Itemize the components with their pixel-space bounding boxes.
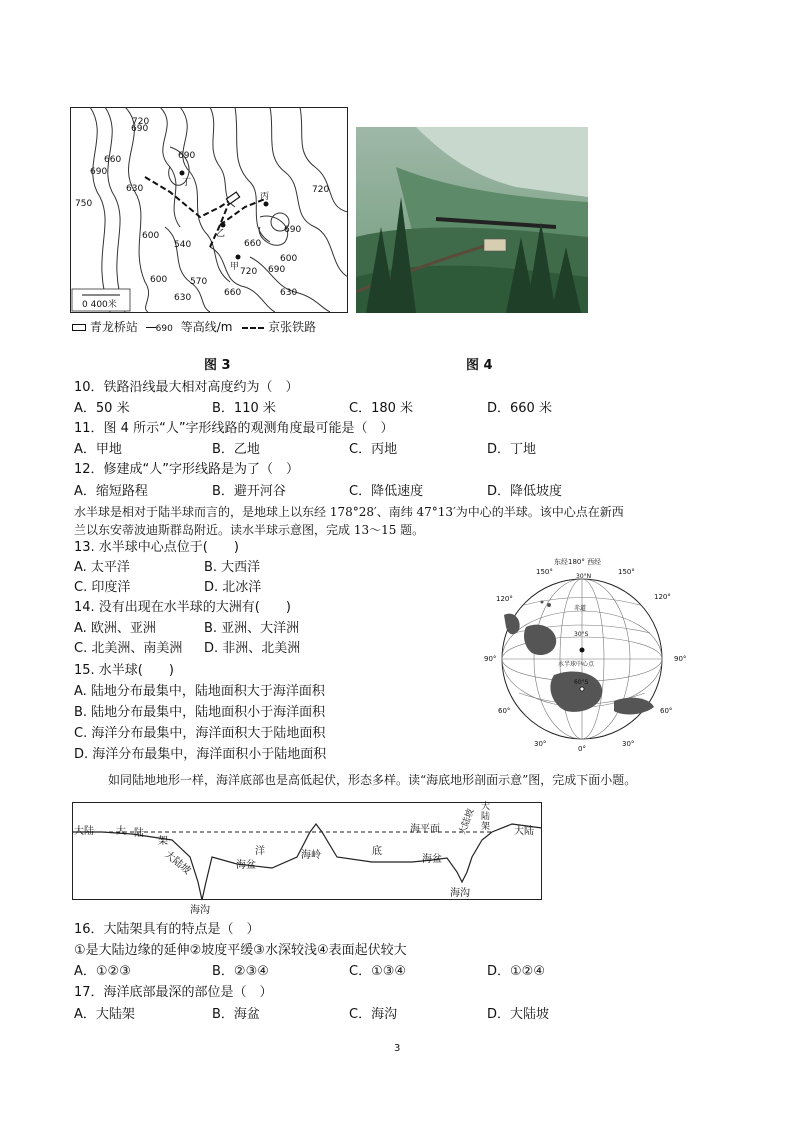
q13-option-a[interactable]: A. 太平洋 [74, 560, 130, 575]
q10-option-a[interactable]: A．50 米 [74, 401, 130, 416]
globe-inner-label: 赤道 [574, 605, 587, 612]
globe-center-label: 水半球中心点 [558, 661, 595, 668]
q14-option-a[interactable]: A. 欧洲、亚洲 [74, 621, 156, 636]
globe-top-label: 东经180° 西经 [554, 558, 602, 566]
railway-symbol-icon [242, 327, 264, 329]
globe-inner-label: 30°S [574, 631, 589, 638]
contour-label: 600 [150, 275, 168, 285]
q12-option-d[interactable]: D．降低坡度 [487, 484, 563, 499]
legend-railway: 京张铁路 [268, 320, 317, 334]
contour-label: 690 [178, 151, 196, 161]
label-shelf-left-2: 陆 [134, 828, 144, 839]
q16-option-d[interactable]: D．①②④ [487, 964, 545, 979]
q17-option-a[interactable]: A．大陆架 [74, 1007, 135, 1022]
q11-option-d[interactable]: D．丁地 [487, 442, 537, 457]
contour-symbol-icon [146, 327, 156, 328]
q16-option-c[interactable]: C．①③④ [349, 964, 407, 979]
globe-inner-label: 60°S [574, 679, 589, 686]
contour-label: 720 [132, 117, 150, 127]
q14-option-b[interactable]: B. 亚洲、大洋洲 [204, 621, 300, 636]
figure-4-caption: 图 4 [466, 358, 493, 373]
label-trench-left: 海沟 [190, 905, 210, 916]
question-13-stem: 13. 水半球中心点位于( ) [74, 540, 239, 555]
contour-label: 690 [268, 265, 286, 275]
figure-3-contour-map [70, 107, 348, 313]
globe-label: 150° [618, 568, 635, 576]
label-shelf-left-3: 架 [158, 836, 168, 847]
globe-label: 90° [674, 655, 687, 663]
point-jia: 甲 [230, 262, 240, 272]
globe-inner-label: 30°N [576, 573, 592, 580]
q12-option-a[interactable]: A．缩短路程 [74, 484, 148, 499]
seafloor-profile-diagram [72, 802, 542, 916]
label-shelf-left-1: 大 [116, 826, 126, 837]
q14-option-d[interactable]: D. 非洲、北美洲 [204, 641, 301, 656]
point-bing: 丙 [260, 192, 270, 202]
q16-option-a[interactable]: A．①②③ [74, 964, 131, 979]
contour-label: 690 [90, 167, 108, 177]
globe-label: 60° [660, 707, 673, 715]
contour-label: 630 [174, 293, 192, 303]
figure-4-railway-painting [356, 127, 588, 313]
question-16-stem: 16．大陆架具有的特点是（ ） [74, 922, 260, 937]
contour-label: 690 [131, 124, 149, 134]
q14-option-c[interactable]: C. 北美洲、南美洲 [74, 641, 183, 656]
q10-option-c[interactable]: C．180 米 [349, 401, 414, 416]
question-10-stem: 10．铁路沿线最大相对高度约为（ ） [74, 380, 299, 395]
contour-map-drawing [70, 107, 348, 313]
question-17-stem: 17．海洋底部最深的部位是（ ） [74, 985, 273, 1000]
scale-bar-label: 0 400米 [82, 300, 117, 310]
q12-option-c[interactable]: C．降低速度 [349, 484, 424, 499]
globe-label: 30° [534, 740, 547, 748]
label-di: 底 [372, 846, 382, 857]
contour-label: 660 [224, 288, 242, 298]
station-symbol-icon [72, 324, 86, 331]
legend-station: 青龙桥站 [89, 320, 138, 334]
q11-option-b[interactable]: B．乙地 [212, 442, 260, 457]
label-basin-right: 海盆 [422, 854, 442, 865]
label-basin-left: 海盆 [236, 860, 256, 871]
globe-label: 0° [578, 745, 586, 753]
point-ding: 丁 [182, 178, 192, 188]
q15-option-d[interactable]: D. 海洋分布最集中，海洋面积小于陆地面积 [74, 747, 327, 762]
globe-label: 150° [536, 568, 553, 576]
q16-option-b[interactable]: B．②③④ [212, 964, 269, 979]
globe-label: 60° [498, 707, 511, 715]
globe-label: 120° [496, 595, 513, 603]
contour-label: 750 [75, 199, 93, 209]
legend-contour-sample: 690 [155, 324, 173, 334]
contour-label: 660 [244, 239, 262, 249]
q11-option-c[interactable]: C．丙地 [349, 442, 398, 457]
q11-option-a[interactable]: A．甲地 [74, 442, 122, 457]
q13-option-c[interactable]: C. 印度洋 [74, 580, 131, 595]
label-slope-right: 大陆坡 [457, 807, 477, 837]
q17-option-b[interactable]: B．海盆 [212, 1007, 260, 1022]
globe-label: 90° [484, 655, 497, 663]
label-left-land: 大陆 [74, 826, 94, 837]
contour-label: 720 [240, 267, 258, 277]
contour-label: 600 [280, 254, 298, 264]
q12-option-b[interactable]: B．避开河谷 [212, 484, 286, 499]
q10-option-d[interactable]: D．660 米 [487, 401, 552, 416]
contour-label: 690 [284, 225, 302, 235]
contour-label: 630 [280, 288, 298, 298]
label-shelf-right: 大陆架 [481, 802, 491, 832]
label-trench-right: 海沟 [450, 888, 470, 899]
question-14-stem: 14. 没有出现在水半球的大洲有( ) [74, 600, 291, 615]
legend-contour: 等高线/m [180, 320, 233, 334]
contour-label: 570 [190, 277, 208, 287]
globe-label: 30° [622, 740, 635, 748]
question-16-items: ①是大陆边缘的延伸②坡度平缓③水深较浅④表面起伏较大 [74, 943, 407, 958]
globe-label: 120° [654, 593, 671, 601]
water-hemisphere-globe [484, 555, 687, 755]
figure-3-caption: 图 3 [204, 358, 231, 373]
label-right-land: 大陆 [514, 826, 534, 837]
contour-label: 600 [142, 231, 160, 241]
label-slope-left: 大陆坡 [162, 849, 193, 877]
intro-water-hemisphere-line2: 兰以东安蒂波迪斯群岛附近。读水半球示意图，完成 13～15 题。 [74, 523, 425, 537]
contour-label: 540 [174, 240, 192, 250]
question-11-stem: 11．图 4 所示“人”字形线路的观测角度最可能是（ ） [74, 421, 394, 436]
question-15-stem: 15. 水半球( ) [74, 663, 174, 678]
railway-painting-image [356, 127, 588, 313]
intro-seafloor: 如同陆地地形一样，海洋底部也是高低起伏，形态多样。读“海底地形剖面示意”图，完成下面小题。 [108, 773, 637, 787]
contour-label: 630 [126, 184, 144, 194]
contour-label: 720 [312, 185, 330, 195]
q10-option-b[interactable]: B．110 米 [212, 401, 276, 416]
q17-option-d[interactable]: D．大陆坡 [487, 1007, 550, 1022]
q17-option-c[interactable]: C．海沟 [349, 1007, 398, 1022]
contour-label: 660 [104, 155, 122, 165]
intro-water-hemisphere-line1: 水半球是相对于陆半球而言的，是地球上以东经 178°28′、南纬 47°13′为中心的半球。该中心点在新西 [74, 505, 624, 519]
figure-3-legend [72, 318, 352, 334]
q15-option-a[interactable]: A. 陆地分布最集中，陆地面积大于海洋面积 [74, 684, 325, 699]
page-number: 3 [394, 1043, 401, 1054]
label-ocean: 洋 [255, 846, 265, 857]
q15-option-b[interactable]: B. 陆地分布最集中，陆地面积小于海洋面积 [74, 705, 326, 720]
q15-option-c[interactable]: C. 海洋分布最集中，海洋面积大于陆地面积 [74, 726, 326, 741]
globe-drawing [484, 555, 687, 755]
q13-option-d[interactable]: D. 北冰洋 [204, 580, 262, 595]
label-sea-level: 海平面 [410, 824, 440, 835]
point-yi: 乙 [216, 229, 226, 239]
label-ridge: 海岭 [301, 850, 321, 861]
question-12-stem: 12．修建成“人”字形线路是为了（ ） [74, 462, 300, 477]
q13-option-b[interactable]: B. 大西洋 [204, 560, 261, 575]
